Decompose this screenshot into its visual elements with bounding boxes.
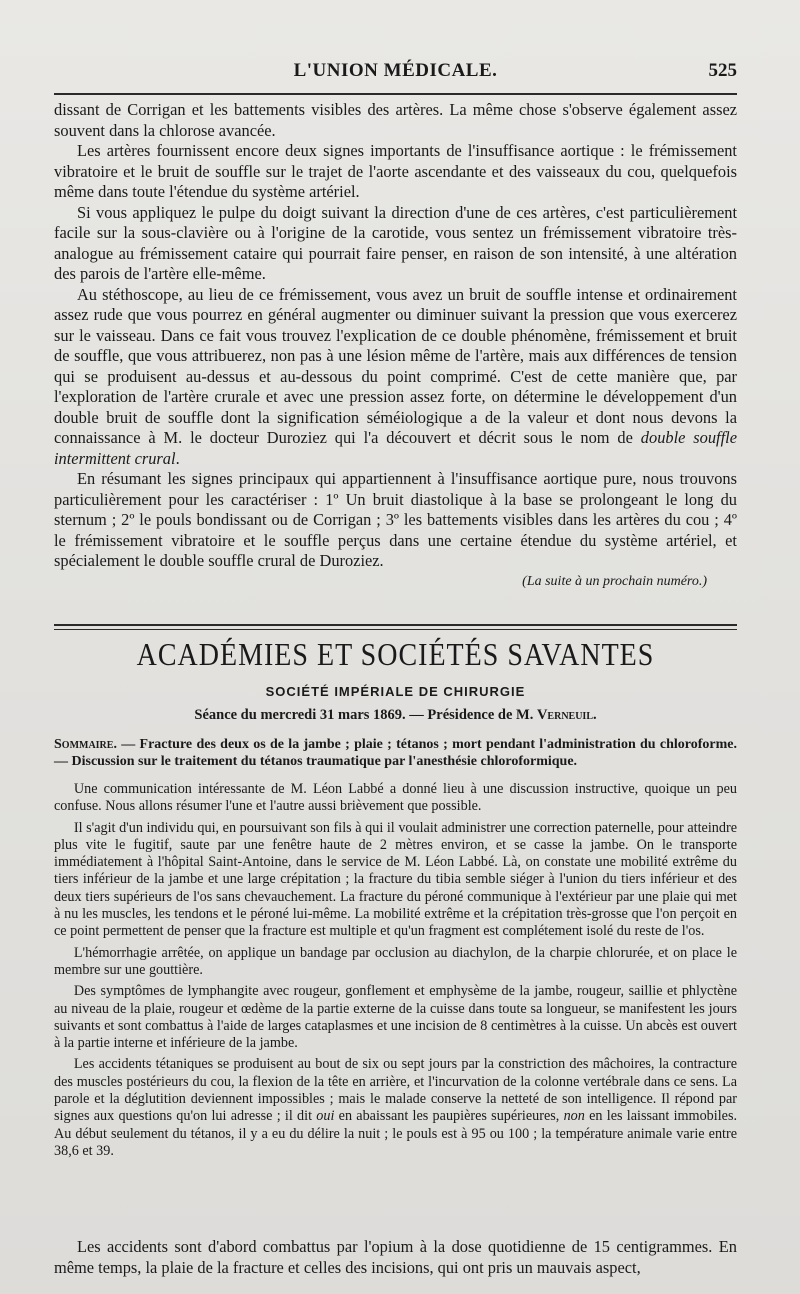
- session-report-continued: [54, 1237, 737, 1278]
- session-suffix: .: [593, 707, 597, 723]
- page-header: [54, 56, 737, 86]
- header-rule: [54, 93, 737, 95]
- emphasized-word: oui: [316, 1108, 335, 1125]
- paragraph-text: en les laissant immobiles. Au début seulement du tétanos, il y a eu du délire la nuit ; le pouls est à 95 ou 100 ; la température animale varie entre 38,6 et 39.: [54, 1108, 738, 1159]
- summary-text: — Fracture des deux os de la jambe ; plaie ; tétanos ; mort pendant l'administration du chloroforme. — Discussion sur le traitement du tétanos traumatique par l'anesthésie chloroformique.: [54, 737, 737, 769]
- summary: [54, 736, 737, 770]
- section-title: ACADÉMIES ET SOCIÉTÉS SAVANTES: [136, 637, 655, 674]
- session-report: [54, 781, 737, 1160]
- session-line: [54, 707, 737, 724]
- report-paragraph: Une communication intéressante de M. Léon Labbé a donné lieu à une discussion instructive, quoique un peu confuse. Nous allons résumer l'une et l'autre aussi brièvement que possible.: [54, 781, 737, 815]
- report-paragraph: Il s'agit d'un individu qui, en poursuivant son fils à qui il voulait administrer une correction paternelle, pour atteindre plus vite le fugitif, saute par une fenêtre haute de 2 mètres environ, et se casse la jambe. On le transporte immédiatement à l'hôpital Saint-Antoine, dans le service de M. Léon Labbé. Là, on constate une mobilité extrême du tiers inférieur de la jambe et une large crépitation ; la fracture du tibia semble siéger à l'union du tiers inférieur et des deux tiers supérieurs de l'os sans chevauchement. La fracture du péroné communique à l'extérieur par une plaie qui met à nu les muscles, les tendons et le péroné lui-même. La mobilité extrême et la crépitation très-grosse que l'on perçoit en ce point permettent de penser que la fracture est multiple et qu'un fragment est complétement isolé du reste de l'os.: [54, 819, 737, 940]
- report-paragraph: L'hémorrhagie arrêtée, on applique un bandage par occlusion au diachylon, de la charpie chlorurée, et on place le membre sur une gouttière.: [54, 944, 737, 978]
- report-paragraph: [54, 1056, 737, 1160]
- page-number: 525: [708, 60, 737, 81]
- article-paragraph: [54, 285, 737, 470]
- society-name: SOCIÉTÉ IMPÉRIALE DE CHIRURGIE: [265, 684, 526, 699]
- article-paragraph: Les artères fournissent encore deux signes importants de l'insuffisance aortique : le frémissement vibratoire et le bruit de souffle sur le trajet de l'aorte ascendante et des vaisseaux du cou, quelquefois même dans toute l'étendue du système artériel.: [54, 141, 737, 201]
- emphasized-term: double souffle intermittent crural: [54, 428, 737, 468]
- section-rule-top: [54, 624, 737, 626]
- paragraph-text: Les accidents tétaniques se produisent au bout de six ou sept jours par la constriction des mâchoires, la contracture des muscles postérieurs du cou, la flexion de la tête en arrière, et l'incurvation de la colonne vertébrale dans ce sens. La parole et la déglutition deviennent impossibles ; mais le malade conserve la netteté de son intelligence. Il répond par signes aux questions qu'on lui adresse ; il dit: [54, 1056, 737, 1125]
- continuation-note: (La suite à un prochain numéro.): [522, 573, 707, 589]
- section-rule-bottom: [54, 629, 737, 630]
- running-title: L'UNION MÉDICALE.: [293, 60, 498, 81]
- article-paragraph: En résumant les signes principaux qui appartiennent à l'insuffisance aortique pure, nous trouvons particulièrement pour les caractériser : 1º Un bruit diastolique à la base se prolongeant le long du sternum ; 2º le pouls bondissant ou de Corrigan ; 3º les battements visibles dans les artères du cou ; 4º le frémissement vibratoire et le souffle perçus dans une certaine étendue du système artériel, et spécialement le double souffle crural de Duroziez.: [54, 469, 737, 570]
- paragraph-text: en abaissant les paupières supérieures,: [334, 1108, 564, 1125]
- session-prefix: Séance du mercredi 31 mars 1869. — Présidence de M.: [194, 707, 537, 723]
- session-president: Verneuil: [536, 707, 593, 723]
- article-continuation: [54, 100, 737, 592]
- article-paragraph: Si vous appliquez le pulpe du doigt suivant la direction d'une de ces artères, c'est particulièrement facile sur la sous-clavière ou à l'origine de la carotide, vous sentez un frémissement vibratoire très-analogue au frémissement cataire qui pourrait faire penser, en raison de son intensité, à une altération des parois de l'artère elle-même.: [54, 202, 737, 283]
- summary-label: Sommaire.: [54, 737, 117, 752]
- article-paragraph: dissant de Corrigan et les battements visibles des artères. La même chose s'observe également assez souvent dans la chlorose avancée.: [54, 100, 737, 140]
- paragraph-text: Au stéthoscope, au lieu de ce frémissement, vous avez un bruit de souffle intense et ordinairement assez rude que vous pourrez en général augmenter ou diminuer suivant la pression que vous exercerez sur le vaisseau. Dans ce fait vous trouvez l'explication de ce double phénomène, frémissement et bruit de souffle, que vous attribuerez, non pas à une lésion même de l'artère, mais aux différences de tension qui se produisent au-dessus et au-dessous du point comprimé. C'est de cette manière que, par l'exploration de l'artère crurale et avec une pression assez forte, on détermine le développement d'un double bruit de souffle dont la signification séméiologique a de la valeur et dont nous devons la connaissance à M. le docteur Duroziez qui l'a découvert et décrit sous le nom de: [54, 284, 737, 447]
- report-paragraph: Des symptômes de lymphangite avec rougeur, gonflement et emphysème de la jambe, rougeur, saillie et phlyctène au niveau de la plaie, rougeur et œdème de la partie externe de la cuisse dans toute sa longueur, se manifestent les jours suivants et sont combattus à l'aide de larges cataplasmes et une incision de 8 centimètres à la cuisse. Un abcès est ouvert à la partie interne et inférieure de la jambe.: [54, 983, 737, 1052]
- emphasized-word: non: [563, 1108, 585, 1125]
- paragraph-text: .: [175, 448, 180, 468]
- report-paragraph: Les accidents sont d'abord combattus par l'opium à la dose quotidienne de 15 centigrammes. En même temps, la plaie de la fracture et celles des incisions, qui ont pris un mauvais aspect,: [54, 1237, 737, 1277]
